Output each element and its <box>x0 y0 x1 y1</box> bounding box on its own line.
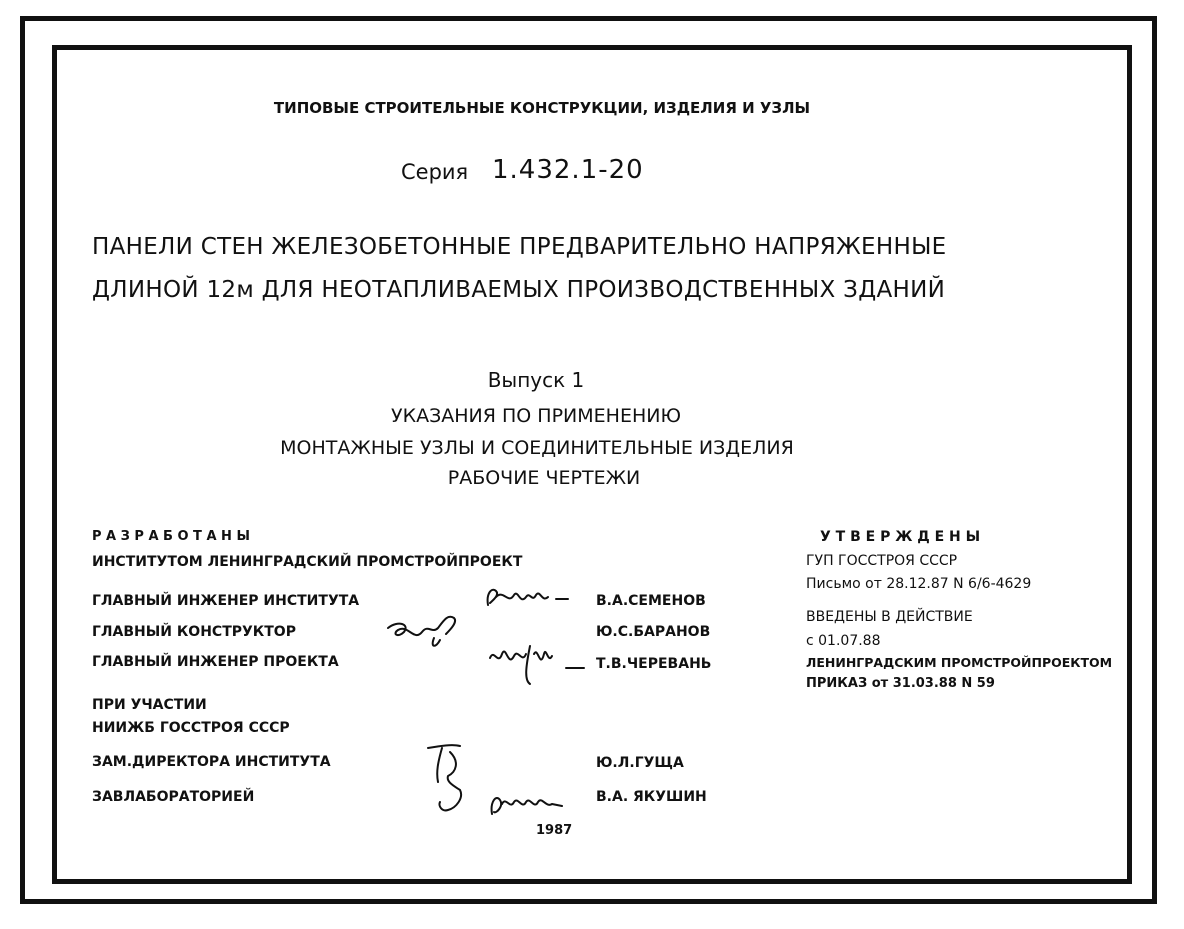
participation-label: ПРИ УЧАСТИИ <box>92 697 207 713</box>
effective-by: ЛЕНИНГРАДСКИМ ПРОМСТРОЙПРОЕКТОМ <box>806 655 1113 670</box>
main-title-line-2: ДЛИНОЙ 12м ДЛЯ НЕОТАПЛИВАЕМЫХ ПРОИЗВОДСТВЕННЫХ ЗДАНИЙ <box>92 277 946 303</box>
role-chief-engineer-project: ГЛАВНЫЙ ИНЖЕНЕР ПРОЕКТА <box>92 654 339 670</box>
signature-semenov <box>482 583 572 613</box>
effective-label: ВВЕДЕНЫ В ДЕЙСТВИЕ <box>806 609 973 625</box>
approval-letter: Письмо от 28.12.87 N 6/6-4629 <box>806 576 1032 592</box>
name-cherevan: Т.В.ЧЕРЕВАНЬ <box>596 656 712 672</box>
series-label: Серия <box>401 160 469 184</box>
issue-line-3: РАБОЧИЕ ЧЕРТЕЖИ <box>447 467 641 489</box>
developed-org: ИНСТИТУТОМ ЛЕНИНГРАДСКИЙ ПРОМСТРОЙПРОЕКТ <box>92 554 523 570</box>
approved-org: ГУП ГОССТРОЯ СССР <box>806 553 958 569</box>
name-semenov: В.А.СЕМЕНОВ <box>596 593 706 609</box>
main-title-line-1: ПАНЕЛИ СТЕН ЖЕЛЕЗОБЕТОННЫЕ ПРЕДВАРИТЕЛЬНО НАПРЯЖЕННЫЕ <box>92 234 947 260</box>
series-number: 1.432.1-20 <box>492 155 644 185</box>
role-lab-head: ЗАВЛАБОРАТОРИЕЙ <box>92 789 255 805</box>
role-chief-engineer-institute: ГЛАВНЫЙ ИНЖЕНЕР ИНСТИТУТА <box>92 593 360 609</box>
developed-heading: Р А З Р А Б О Т А Н Ы <box>92 529 250 544</box>
collection-title: ТИПОВЫЕ СТРОИТЕЛЬНЫЕ КОНСТРУКЦИИ, ИЗДЕЛИЯ И УЗЛЫ <box>273 99 811 117</box>
signature-gushcha <box>420 742 490 814</box>
approved-heading: У Т В Е Р Ж Д Е Н Ы <box>820 529 981 545</box>
issue-line-1: УКАЗАНИЯ ПО ПРИМЕНЕНИЮ <box>391 405 681 427</box>
participation-org: НИИЖБ ГОССТРОЯ СССР <box>92 720 290 736</box>
name-baranov: Ю.С.БАРАНОВ <box>596 624 711 640</box>
name-yakushin: В.А. ЯКУШИН <box>596 789 707 805</box>
year: 1987 <box>536 823 573 838</box>
effective-date: с 01.07.88 <box>806 633 881 649</box>
order: ПРИКАЗ от 31.03.88 N 59 <box>806 676 995 691</box>
role-chief-designer: ГЛАВНЫЙ КОНСТРУКТОР <box>92 624 296 640</box>
signature-cherevan <box>486 636 586 688</box>
name-gushcha: Ю.Л.ГУЩА <box>596 755 684 771</box>
issue-label: Выпуск 1 <box>487 368 585 392</box>
signature-yakushin <box>486 784 566 824</box>
issue-line-2: МОНТАЖНЫЕ УЗЛЫ И СОЕДИНИТЕЛЬНЫЕ ИЗДЕЛИЯ <box>280 437 794 459</box>
role-deputy-director: ЗАМ.ДИРЕКТОРА ИНСТИТУТА <box>92 754 331 770</box>
signature-baranov <box>384 608 464 650</box>
